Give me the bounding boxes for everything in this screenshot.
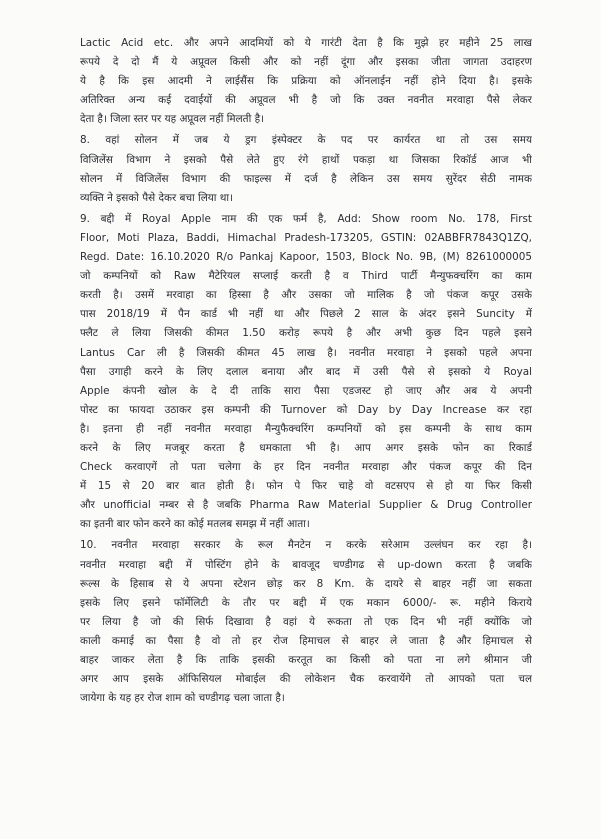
text-line: विजिलेंस विभाग ने इसको पैसे लेते हुए रंगे हाथों पकड़ा था जिसका रिकॉर्ड आज भी (80, 153, 532, 166)
paragraph-10 (80, 536, 532, 708)
text-line: 10. नवनीत मरवाहा सरकार के रूल मैनटेन न करके सरेआम उल्लंघन कर रहा है। (80, 539, 532, 552)
paragraph-8 (80, 131, 532, 207)
text-line: Lantus Car ली है जिसकी कीमत 45 लाख है। नवनीत मरवाहा ने इसको पहले अपना (80, 346, 532, 359)
text-line: पैसा उगाही करने के लिए दलाल बनाया और बाद में उसी पैसे से इसको ये Royal (80, 365, 532, 378)
text-line: व्यक्ति ने इसको पैसे देकर बचा लिया था। (80, 191, 234, 204)
text-line: फ्लैट ले लिया जिसकी कीमत 1.50 करोड़ रूपये है और अभी कुछ दिन पहले इसने (80, 327, 532, 340)
text-line: Regd. Date: 16.10.2020 R/o Pankaj Kapoor, 1503, Block No. 9B, (M) 8261000005 (80, 251, 532, 264)
text-line: Apple कंपनी खोल के दे दी ताकि सारा पैसा एडजस्ट हो जाए और अब ये अपनी (80, 384, 532, 397)
text-line: ये है कि इस आदमी ने लाईसैंस कि प्रक्रिया को ऑनलाईन नहीं होने दिया है। इसके (80, 75, 532, 88)
text-line: पोस्ट का फायदा उठाकर इस कम्पनी की Turnover को Day by Day Increase कर रहा (80, 403, 532, 416)
text-line: का इतनी बार फोन करने का कोई मतलब समझ में नहीं आता। (80, 518, 310, 531)
text-line: करती है। उसमें मरवाहा का हिस्सा है और उसका जो मालिक है जो पंकज कपूर उसके (80, 289, 532, 302)
text-line: अतिरिक्त अन्य कई दवाईयों की अप्रूवल भी है जो कि उक्त नवनीत मरवाहा पैसे लेकर (80, 94, 532, 107)
text-line: है। इतना ही नहीं नवनीत मरवाहा मैन्युफैक्चरिंग कम्पनियों को इस कम्पनी के साथ काम (80, 422, 532, 435)
text-line: रूपये दे दो मैं ये अप्रूवल किसी और को नहीं दूंगा और इसका जीता जागता उदाहरण (80, 56, 532, 69)
text-line: नवनीत मरवाहा बद्दी में पोस्टिंग होने के बावजूद चण्डीगढ से up-down करता है जबकि (80, 558, 532, 571)
paragraph-9 (80, 210, 532, 535)
text-line: काली कमाई का पैसा है वो तो हर रोज हिमाचल से बाहर ले जाता है और हिमाचल से (80, 634, 532, 647)
text-line: सोलन में विजिलेंस विभाग की फाइल्स में दर्ज है लेकिन उस समय सुरेंदर सेठी नामक (80, 172, 532, 185)
text-line: अगर आप इसके ऑफिसियल मोबाईल की लोकेशन चैक करवायेंगे तो आपको पता चल (80, 673, 532, 686)
text-line: पास 2018/19 में पैन कार्ड भी नहीं था और पिछले 2 साल के अंदर इसने Suncity में (80, 308, 532, 321)
text-line: बाहर जाकर लेता है कि ताकि इसकी करतूत का किसी को पता ना लगे श्रीमान जी (80, 654, 532, 666)
text-line: Lactic Acid etc. और अपने आदमियों को ये गारंटी देता है कि मुझे हर महीने 25 लाख (80, 37, 532, 49)
document-body (80, 34, 532, 708)
text-line: और unofficial नम्बर से है जबकि Pharma Raw Material Supplier & Drug Controller (80, 499, 532, 512)
text-line: में 15 से 20 बार बात होती है। फोन पे फिर चाहे वो वटसएप से हो या फिर किसी (80, 480, 532, 493)
text-line: Floor, Moti Plaza, Baddi, Himachal Pradesh-173205, GSTIN: 02ABBFR7843Q1ZQ, (80, 231, 532, 244)
text-line: पर लिया है जो की सिर्फ दिखावा है वहां ये रूकता तो एक दिन भी नहीं क्योंकि जो (80, 615, 532, 628)
text-line: 9. बद्दी में Royal Apple नाम की एक फर्म है, Add: Show room No. 178, First (80, 212, 532, 225)
paragraph-7-continuation (80, 34, 532, 129)
text-line: इसके लिए इसने फॉर्मेलिटी के तौर पर बद्दी में एक मकान 6000/- रू. महीने किराये (80, 596, 532, 609)
text-line: करने के लिए मजबूर करता है धमकाता भी है। आप अगर इसके फोन का रिकार्ड (80, 441, 532, 454)
text-line: देता है। जिला स्तर पर यह अप्रूवल नहीं मिलती है। (80, 113, 265, 126)
text-line: जायेगा के यह हर रोज शाम को चण्डीगढ़ चला जाता है। (80, 692, 285, 705)
text-line: Check करवाएगें तो पता चलेगा के हर दिन नवनीत मरवाहा और पंकज कपूर की दिन (80, 461, 532, 474)
text-line: जो कम्पनियों को Raw मैटेरियल सप्लाई करती है व Third पार्टी मैन्युफक्चरिंग का काम (80, 270, 532, 283)
text-line: 8. वहां सोलन में जब ये ड्रग इंस्पेक्टर के पद पर कार्यरत था तो उस समय (80, 134, 532, 147)
text-line: रूल्स के हिसाब से ये अपना स्टेशन छोड़ कर 8 Km. के दायरे से बाहर नहीं जा सकता (80, 577, 532, 590)
